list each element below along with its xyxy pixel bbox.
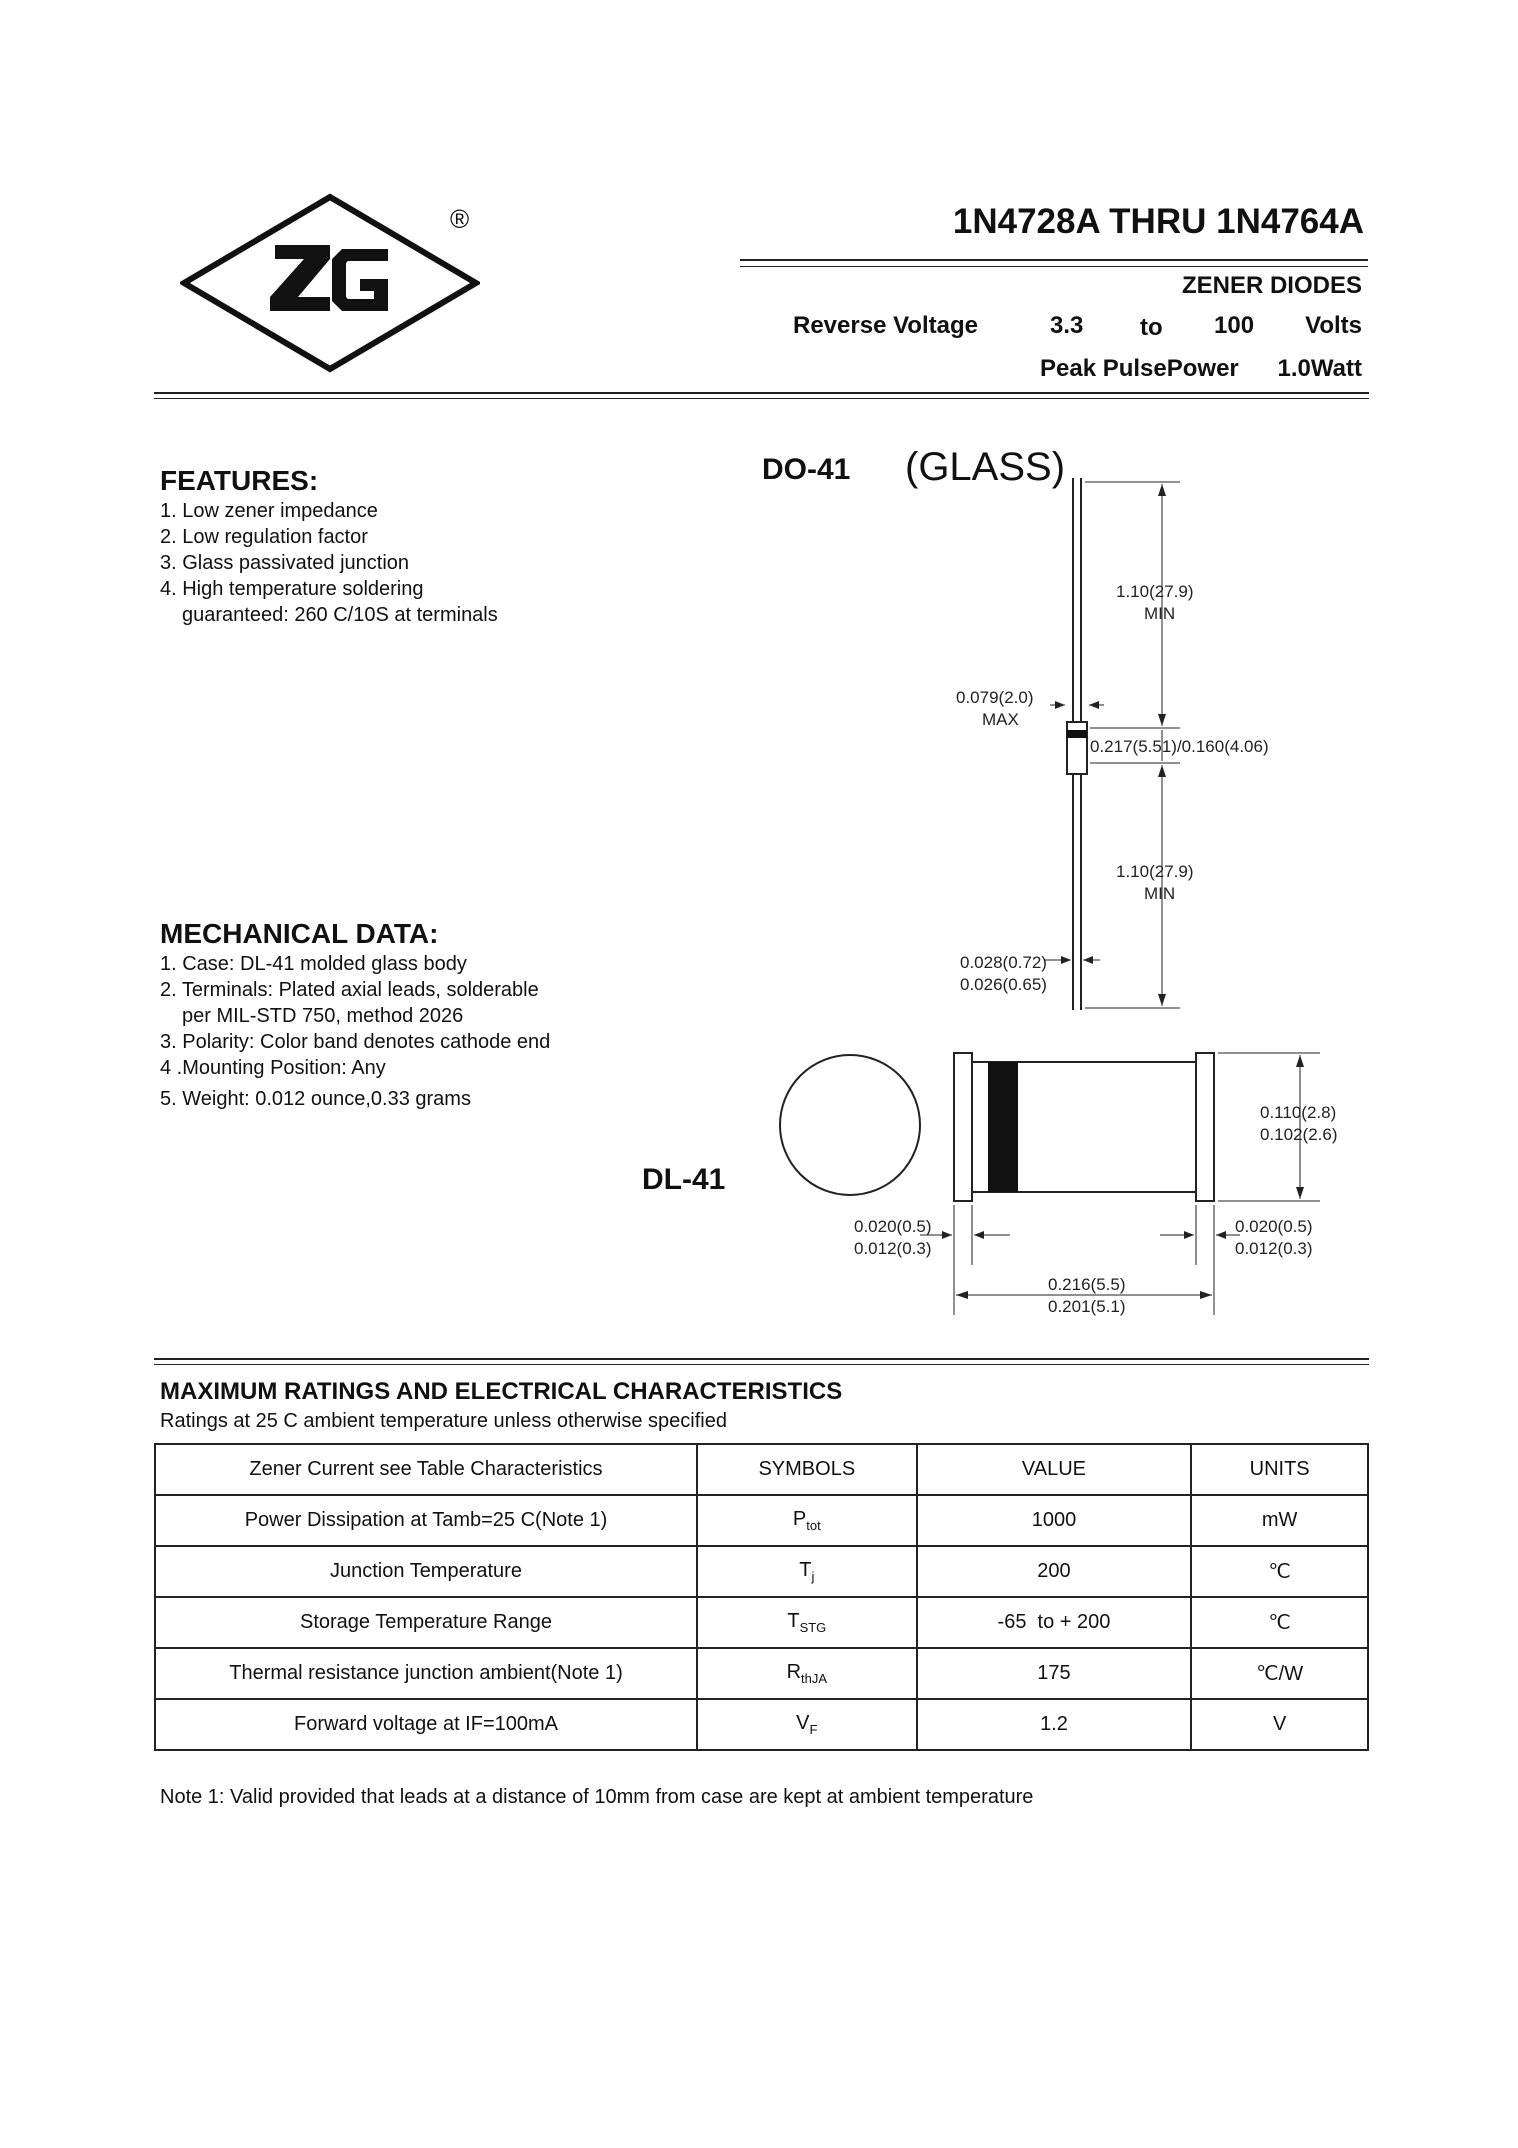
dim-dl41-dia-min: 0.102(2.6): [1260, 1125, 1338, 1144]
reverse-voltage-unit: Volts: [1305, 312, 1362, 339]
list-item: 5. Weight: 0.012 ounce,0.33 grams: [160, 1088, 471, 1110]
registered-mark: ®: [450, 204, 470, 234]
symbol-cell: $T_j$: [697, 1546, 917, 1597]
features-list: [160, 498, 498, 628]
header-symbols: SYMBOLS: [697, 1444, 917, 1495]
dim-cap-right-min: 0.012(0.3): [1235, 1239, 1313, 1258]
power-value: 1.0Watt: [1277, 355, 1362, 382]
dim-lead-bottom: 1.10(27.9): [1116, 862, 1194, 881]
ratings-table: [154, 1443, 1369, 1751]
list-item: 4 .Mounting Position: Any: [160, 1057, 386, 1079]
symbol-cell: $V_F$: [697, 1699, 917, 1750]
header-units: UNITS: [1191, 1444, 1368, 1495]
reverse-voltage-min: 3.3: [1050, 312, 1084, 339]
symbol-cell: $T_{STG}$: [697, 1597, 917, 1648]
reverse-voltage-max: 100: [1214, 312, 1255, 339]
table-row: [155, 1546, 1368, 1597]
list-item: 2. Terminals: Plated axial leads, solderable: [160, 979, 539, 1001]
product-type: ZENER DIODES: [1181, 272, 1362, 299]
dim-length-min: 0.201(5.1): [1048, 1297, 1126, 1316]
list-item: 3. Glass passivated junction: [160, 552, 410, 574]
dl41-package-label: DL-41: [642, 1163, 726, 1196]
do41-outline-drawing: [940, 460, 1360, 1020]
table-row: [155, 1699, 1368, 1750]
dim-lead-top: 1.10(27.9): [1116, 582, 1194, 601]
dim-cap-right-max: 0.020(0.5): [1235, 1217, 1313, 1236]
reverse-voltage-label: Reverse Voltage: [793, 312, 978, 339]
unit-cell: ℃: [1191, 1597, 1368, 1648]
list-item: 3. Polarity: Color band denotes cathode end: [160, 1031, 551, 1053]
param-cell: Forward voltage at IF=100mA: [155, 1699, 697, 1750]
dim-lead-bottom-min: MIN: [1144, 884, 1176, 903]
mechanical-list: [160, 951, 550, 1112]
list-item: 2. Low regulation factor: [160, 526, 368, 548]
list-item: 1. Low zener impedance: [160, 500, 378, 522]
table-row: [155, 1597, 1368, 1648]
dim-diameter: 0.079(2.0): [956, 688, 1034, 707]
value-cell: 200: [917, 1546, 1192, 1597]
table-row: [155, 1495, 1368, 1546]
dim-cap-left-min: 0.012(0.3): [854, 1239, 932, 1258]
table-row: [155, 1648, 1368, 1699]
dim-lead-top-min: MIN: [1144, 604, 1176, 623]
list-item: 4. High temperature soldering: [160, 578, 424, 600]
company-logo: [180, 193, 480, 373]
unit-cell: ℃/W: [1191, 1648, 1368, 1699]
param-cell: Junction Temperature: [155, 1546, 697, 1597]
dl41-outline-drawing: [770, 1040, 1350, 1330]
dim-cap-left-max: 0.020(0.5): [854, 1217, 932, 1236]
list-item: per MIL-STD 750, method 2026: [182, 1005, 464, 1027]
dim-lead-dia-max: 0.028(0.72): [960, 953, 1047, 972]
mechanical-title: MECHANICAL DATA:: [160, 918, 439, 949]
table-header-row: [155, 1444, 1368, 1495]
value-cell: 1000: [917, 1495, 1192, 1546]
unit-cell: mW: [1191, 1495, 1368, 1546]
power-label: Peak PulsePower: [1040, 355, 1239, 382]
unit-cell: V: [1191, 1699, 1368, 1750]
unit-cell: ℃: [1191, 1546, 1368, 1597]
ratings-subtitle: Ratings at 25 C ambient temperature unless otherwise specified: [160, 1410, 727, 1432]
header-parameter: Zener Current see Table Characteristics: [155, 1444, 697, 1495]
dim-body-length: 0.217(5.51)/0.160(4.06): [1090, 737, 1269, 756]
footnote: Note 1: Valid provided that leads at a distance of 10mm from case are kept at ambient temperature: [160, 1786, 1034, 1808]
symbol-cell: $R_{thJA}$: [697, 1648, 917, 1699]
param-cell: Storage Temperature Range: [155, 1597, 697, 1648]
list-item: 1. Case: DL-41 molded glass body: [160, 953, 467, 975]
header-value: VALUE: [917, 1444, 1192, 1495]
dim-dl41-dia-max: 0.110(2.8): [1260, 1103, 1337, 1122]
value-cell: 175: [917, 1648, 1192, 1699]
dim-lead-dia-min: 0.026(0.65): [960, 975, 1047, 994]
reverse-voltage-to: to: [1140, 314, 1163, 341]
value-cell: -65 to + 200: [917, 1597, 1192, 1648]
features-title: FEATURES:: [160, 465, 319, 496]
param-cell: Power Dissipation at Tamb=25 C(Note 1): [155, 1495, 697, 1546]
list-item: guaranteed: 260 C/10S at terminals: [182, 604, 498, 626]
glass-label: (GLASS): [905, 445, 1066, 489]
param-cell: Thermal resistance junction ambient(Note 1): [155, 1648, 697, 1699]
value-cell: 1.2: [917, 1699, 1192, 1750]
logo-text: ZG: [180, 193, 182, 194]
document-title: 1N4728A THRU 1N4764A: [952, 202, 1364, 241]
dim-length-max: 0.216(5.5): [1048, 1275, 1126, 1294]
symbol-cell: $P_{tot}$: [697, 1495, 917, 1546]
ratings-title: MAXIMUM RATINGS AND ELECTRICAL CHARACTERISTICS: [160, 1378, 843, 1405]
do41-package-label: DO-41: [762, 453, 851, 486]
dim-diameter-max: MAX: [982, 710, 1019, 729]
